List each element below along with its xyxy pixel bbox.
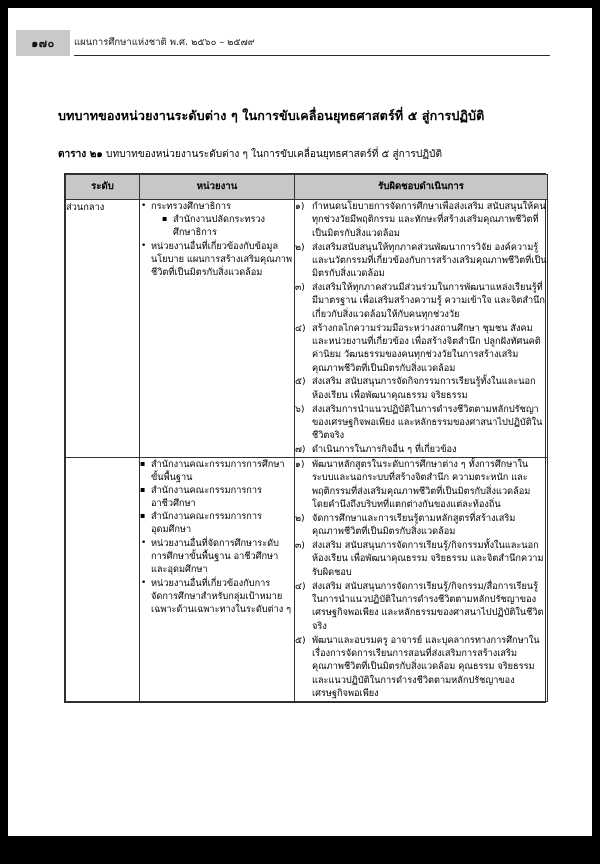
watermark — [401, 819, 588, 833]
roles-table — [64, 173, 546, 703]
agency-sublist — [162, 213, 294, 239]
agency-item — [140, 577, 294, 616]
page-title: บทบาทของหน่วยงานระดับต่าง ๆ ในการขับเคลื่อนยุทธศาสตร์ที่ ๕ สู่การปฏิบัติ — [58, 108, 485, 123]
table-caption — [58, 146, 558, 162]
cell-level — [66, 458, 140, 702]
responsibility-text: กำหนดนโยบายการจัดการศึกษาเพื่อส่งเสริม สนับสนุนให้คนทุกช่วงวัยมีพฤติกรรม และทักษะที่สร้างเสริมคุณภาพชีวิตที่เป็นมิตรกับสิ่งแวดล้อม — [312, 201, 546, 239]
agency-item — [140, 240, 294, 279]
responsibility-number: ๓) — [295, 540, 305, 552]
agency-label: • หน่วยงานอื่นที่เกี่ยวข้องกับข้อมูลนโยบาย แผนการสร้างเสริมคุณภาพชีวิตที่เป็นมิตรกับสิ่งแวดล้อม — [151, 241, 292, 278]
responsibility-item — [295, 281, 547, 321]
responsibility-item — [295, 375, 547, 402]
table-body — [66, 200, 548, 702]
responsibility-number: ๒) — [295, 512, 305, 524]
responsibility-item — [295, 241, 547, 281]
column-header-level: ระดับ — [66, 175, 140, 200]
responsibility-list — [295, 200, 547, 457]
page-number-badge: ๑๗๐ — [16, 30, 70, 56]
agency-list — [140, 458, 294, 616]
responsibility-text: ส่งเสริม สนับสนุนการจัดการเรียนรู้/กิจกรรม/สื่อการเรียนรู้ในการนำแนวปฏิบัติในการดำรงชีวิตตามหลักปรัชญาของเศรษฐกิจพอเพียง และหลักธรรมของศาสนาไปปฏิบัติในชีวิตจริง — [312, 580, 544, 632]
watermark-url: https://uplc.me/ — [477, 819, 588, 833]
cell-agency — [140, 458, 295, 702]
responsibility-text: พัฒนาและอบรมครู อาจารย์ และบุคลากรทางการศึกษาในเรื่องการจัดการเรียนการสอนที่ส่งเสริมการสร้างเสริมคุณภาพชีวิตที่เป็นมิตรกับสิ่งแวดล้อม คุณธรรม จริยธรรม และแนวปฏิบัติในการดำรงชีวิตตามหลักปรัชญาของเศรษฐกิจพอเพียง — [312, 634, 540, 699]
responsibility-text: ส่งเสริม สนับสนุนการจัดการเรียนรู้/กิจกรรมทั้งในและนอกห้องเรียน เพื่อพัฒนาคุณธรรม จริยธรรม และจิตสำนึกความรับผิดชอบ — [312, 540, 544, 578]
agency-subitem: ▪ สำนักงานคณะกรรมการการศึกษาขั้นพื้นฐาน — [140, 458, 294, 484]
responsibility-text: จัดการศึกษาและการเรียนรู้ตามหลักสูตรที่สร้างเสริมคุณภาพชีวิตที่เป็นมิตรกับสิ่งแวดล้อม — [312, 512, 516, 538]
document-page — [8, 8, 592, 836]
responsibility-item — [295, 200, 547, 240]
column-header-agency: หน่วยงาน — [140, 175, 295, 200]
responsibility-item — [295, 580, 547, 633]
agency-subitem: ▪ สำนักงานปลัดกระทรวงศึกษาธิการ — [162, 213, 294, 239]
responsibility-number: ๕) — [295, 376, 306, 388]
cell-agency — [140, 200, 295, 458]
responsibility-text: ส่งเสริมการนำแนวปฏิบัติในการดำรงชีวิตตามหลักปรัชญาของเศรษฐกิจพอเพียง และหลักธรรมของศาสนาไปปฏิบัติในชีวิตจริง — [312, 403, 543, 442]
agency-subitem: ▪ สำนักงานคณะกรรมการการอุดมศึกษา — [140, 510, 294, 536]
running-title: แผนการศึกษาแห่งชาติ พ.ศ. ๒๕๖๐ – ๒๕๗๙ — [74, 30, 550, 56]
agency-sublist — [140, 458, 294, 536]
responsibility-item — [295, 634, 547, 701]
responsibility-number: ๗) — [295, 444, 306, 456]
responsibility-number: ๒) — [295, 241, 305, 253]
table-header-row — [66, 175, 548, 200]
watermark-dimensions: [1088x1538] — [401, 819, 478, 833]
responsibility-number: ๑) — [295, 201, 305, 212]
responsibility-item — [295, 458, 547, 511]
responsibility-number: ๓) — [295, 282, 305, 294]
responsibility-item — [295, 512, 547, 539]
agency-label: • หน่วยงานอื่นที่จัดการศึกษาระดับการศึกษาขั้นพื้นฐาน อาชีวศึกษา และอุดมศึกษา — [151, 538, 279, 575]
cell-responsibility — [295, 458, 548, 702]
column-header-responsibility: รับผิดชอบดำเนินการ — [295, 175, 548, 200]
running-header — [8, 30, 592, 56]
responsibility-text: ดำเนินการในภารกิจอื่น ๆ ที่เกี่ยวข้อง — [312, 444, 457, 456]
responsibility-number: ๔) — [295, 580, 306, 592]
responsibility-item — [295, 443, 547, 456]
cell-level: ส่วนกลาง — [66, 200, 140, 458]
responsibility-number: ๑) — [295, 459, 305, 471]
responsibility-text: ส่งเสริมให้ทุกภาคส่วนมีส่วนร่วมในการพัฒนาแหล่งเรียนรู้ที่มีมาตรฐาน เพื่อเสริมสร้างความรู้ ความเข้าใจ และจิตสำนึกเกี่ยวกับสิ่งแวดล้อมให้กับคนทุกช่วงวัย — [312, 282, 545, 320]
agency-item — [140, 458, 294, 536]
table-row — [66, 200, 548, 458]
responsibility-text: สร้างกลไกความร่วมมือระหว่างสถานศึกษา ชุมชน สังคม และหน่วยงานที่เกี่ยวข้อง เพื่อสร้างจิตสำนึก ปลูกฝังทัศนคติ ค่านิยม วัฒนธรรมของคนทุกช่วงวัยในการสร้างเสริมคุณภาพชีวิตที่เป็นมิตรกับสิ่งแวดล้อม — [312, 322, 541, 374]
table-caption-label: ตาราง ๒๑ — [58, 149, 103, 160]
responsibility-number: ๕) — [295, 634, 306, 646]
agency-subitem: ▪ สำนักงานคณะกรรมการการอาชีวศึกษา — [140, 484, 294, 510]
agency-list — [140, 200, 294, 279]
cell-responsibility — [295, 200, 548, 458]
table-row — [66, 458, 548, 702]
agency-label: • หน่วยงานอื่นที่เกี่ยวข้องกับการจัดการศึกษาสำหรับกลุ่มเป้าหมายเฉพาะด้านเฉพาะทางในระดับต่าง ๆ — [151, 578, 291, 615]
responsibility-number: ๔) — [295, 322, 306, 334]
responsibility-item — [295, 322, 547, 375]
responsibility-item — [295, 539, 547, 579]
agency-item — [140, 200, 294, 239]
responsibility-item — [295, 403, 547, 443]
table-caption-text: บทบาทของหน่วยงานระดับต่าง ๆ ในการขับเคลื่อนยุทธศาสตร์ที่ ๕ สู่การปฏิบัติ — [106, 149, 442, 160]
responsibility-number: ๖) — [295, 403, 305, 415]
responsibility-list — [295, 458, 547, 700]
responsibility-text: พัฒนาหลักสูตรในระดับการศึกษาต่าง ๆ ทั้งการศึกษาในระบบและนอกระบบที่สร้างจิตสำนึก ความตระหนัก และพฤติกรรมที่ส่งเสริมคุณภาพชีวิตที่เป็นมิตรกับสิ่งแวดล้อม โดยคำนึงถึงบริบทที่แตกต่างกันของแต่ละท้องถิ่น — [312, 459, 531, 511]
agency-item — [140, 537, 294, 576]
responsibility-text: ส่งเสริมสนับสนุนให้ทุกภาคส่วนพัฒนาการวิจัย องค์ความรู้ และนวัตกรรมที่เกี่ยวข้องกับการสร้างเสริมคุณภาพชีวิตที่เป็นมิตรกับสิ่งแวดล้อม — [312, 241, 547, 280]
agency-label: • กระทรวงศึกษาธิการ — [151, 201, 231, 212]
responsibility-text: ส่งเสริม สนับสนุนการจัดกิจกรรมการเรียนรู้ทั้งในและนอกห้องเรียน เพื่อพัฒนาคุณธรรม จริยธรรม — [312, 376, 536, 401]
